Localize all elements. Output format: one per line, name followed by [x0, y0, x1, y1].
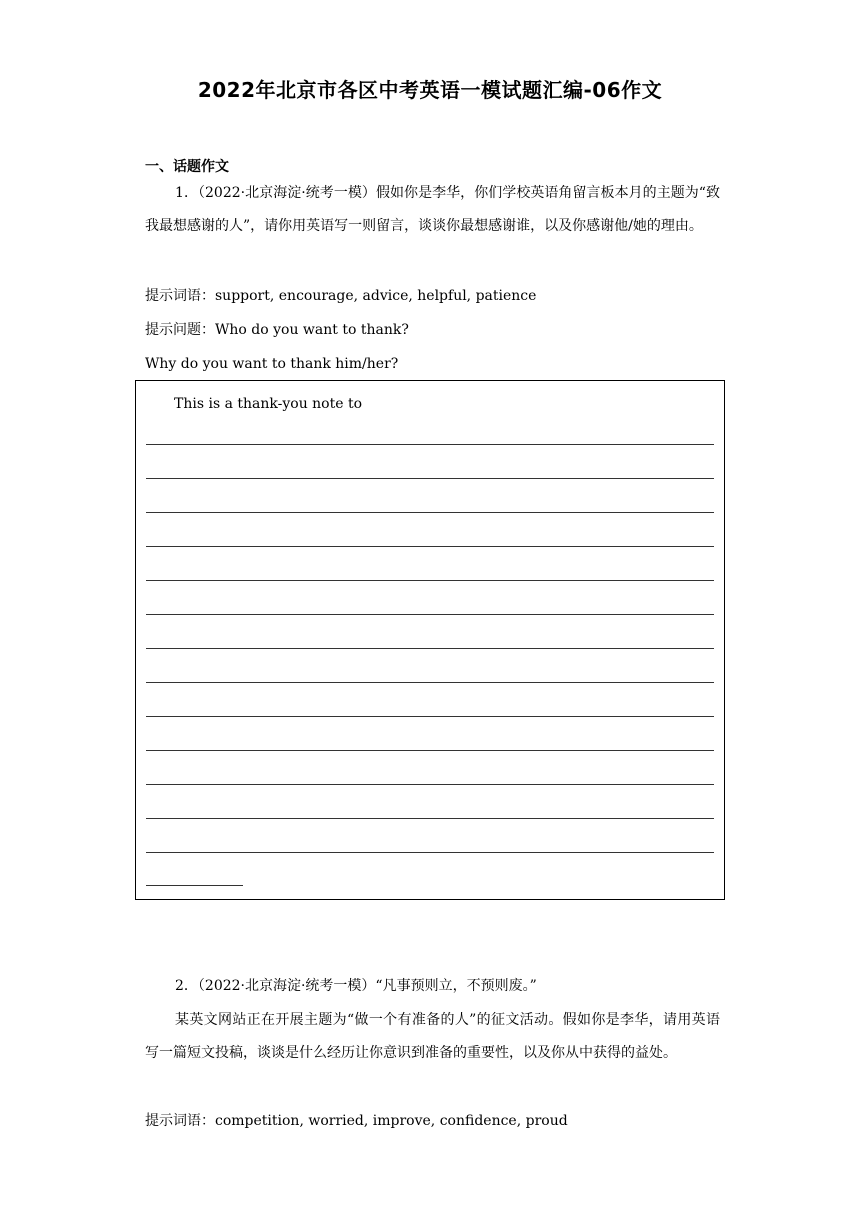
- question-2-text: 2．（2022·北京海淀·统考一模）“凡事预则立，不预则废。”: [175, 978, 537, 994]
- answer-line: [146, 444, 714, 445]
- answer-start-text: This is a thank-you note to: [174, 396, 363, 412]
- answer-line: [146, 716, 714, 717]
- question-2-hint-words: 提示词语：competition, worried, improve, confidence, proud: [145, 1113, 568, 1129]
- answer-line: [146, 818, 714, 819]
- question-1-text: 1．（2022·北京海淀·统考一模）假如你是李华，你们学校英语角留言板本月的主题为“致我最想感谢的人”，请你用英语写一则留言，谈谈你最想感谢谁，以及你感谢他/她的理由。: [145, 185, 720, 234]
- answer-line: [146, 852, 714, 853]
- question-1-hint-words: 提示词语：support, encourage, advice, helpful, patience: [145, 288, 537, 304]
- answer-line: [146, 682, 714, 683]
- answer-line: [146, 580, 714, 581]
- answer-line: [146, 614, 714, 615]
- answer-line: [146, 648, 714, 649]
- question-2-body: 某英文网站正在开展主题为“做一个有准备的人”的征文活动。假如你是李华，请用英语写一篇短文投稿，谈谈是什么经历让你意识到准备的重要性，以及你从中获得的益处。: [145, 1012, 720, 1061]
- answer-line: [146, 750, 714, 751]
- answer-line-short: [146, 885, 243, 886]
- answer-box[interactable]: [135, 380, 725, 900]
- section-heading: 一、话题作文: [145, 159, 229, 175]
- question-1-hint-question-2: Why do you want to thank him/her?: [145, 356, 399, 372]
- answer-line: [146, 784, 714, 785]
- answer-line: [146, 512, 714, 513]
- answer-line: [146, 546, 714, 547]
- answer-line: [146, 478, 714, 479]
- document-title: 2022年北京市各区中考英语一模试题汇编-06作文: [197, 78, 663, 102]
- question-1-hint-question-1: 提示问题：Who do you want to thank?: [145, 322, 409, 338]
